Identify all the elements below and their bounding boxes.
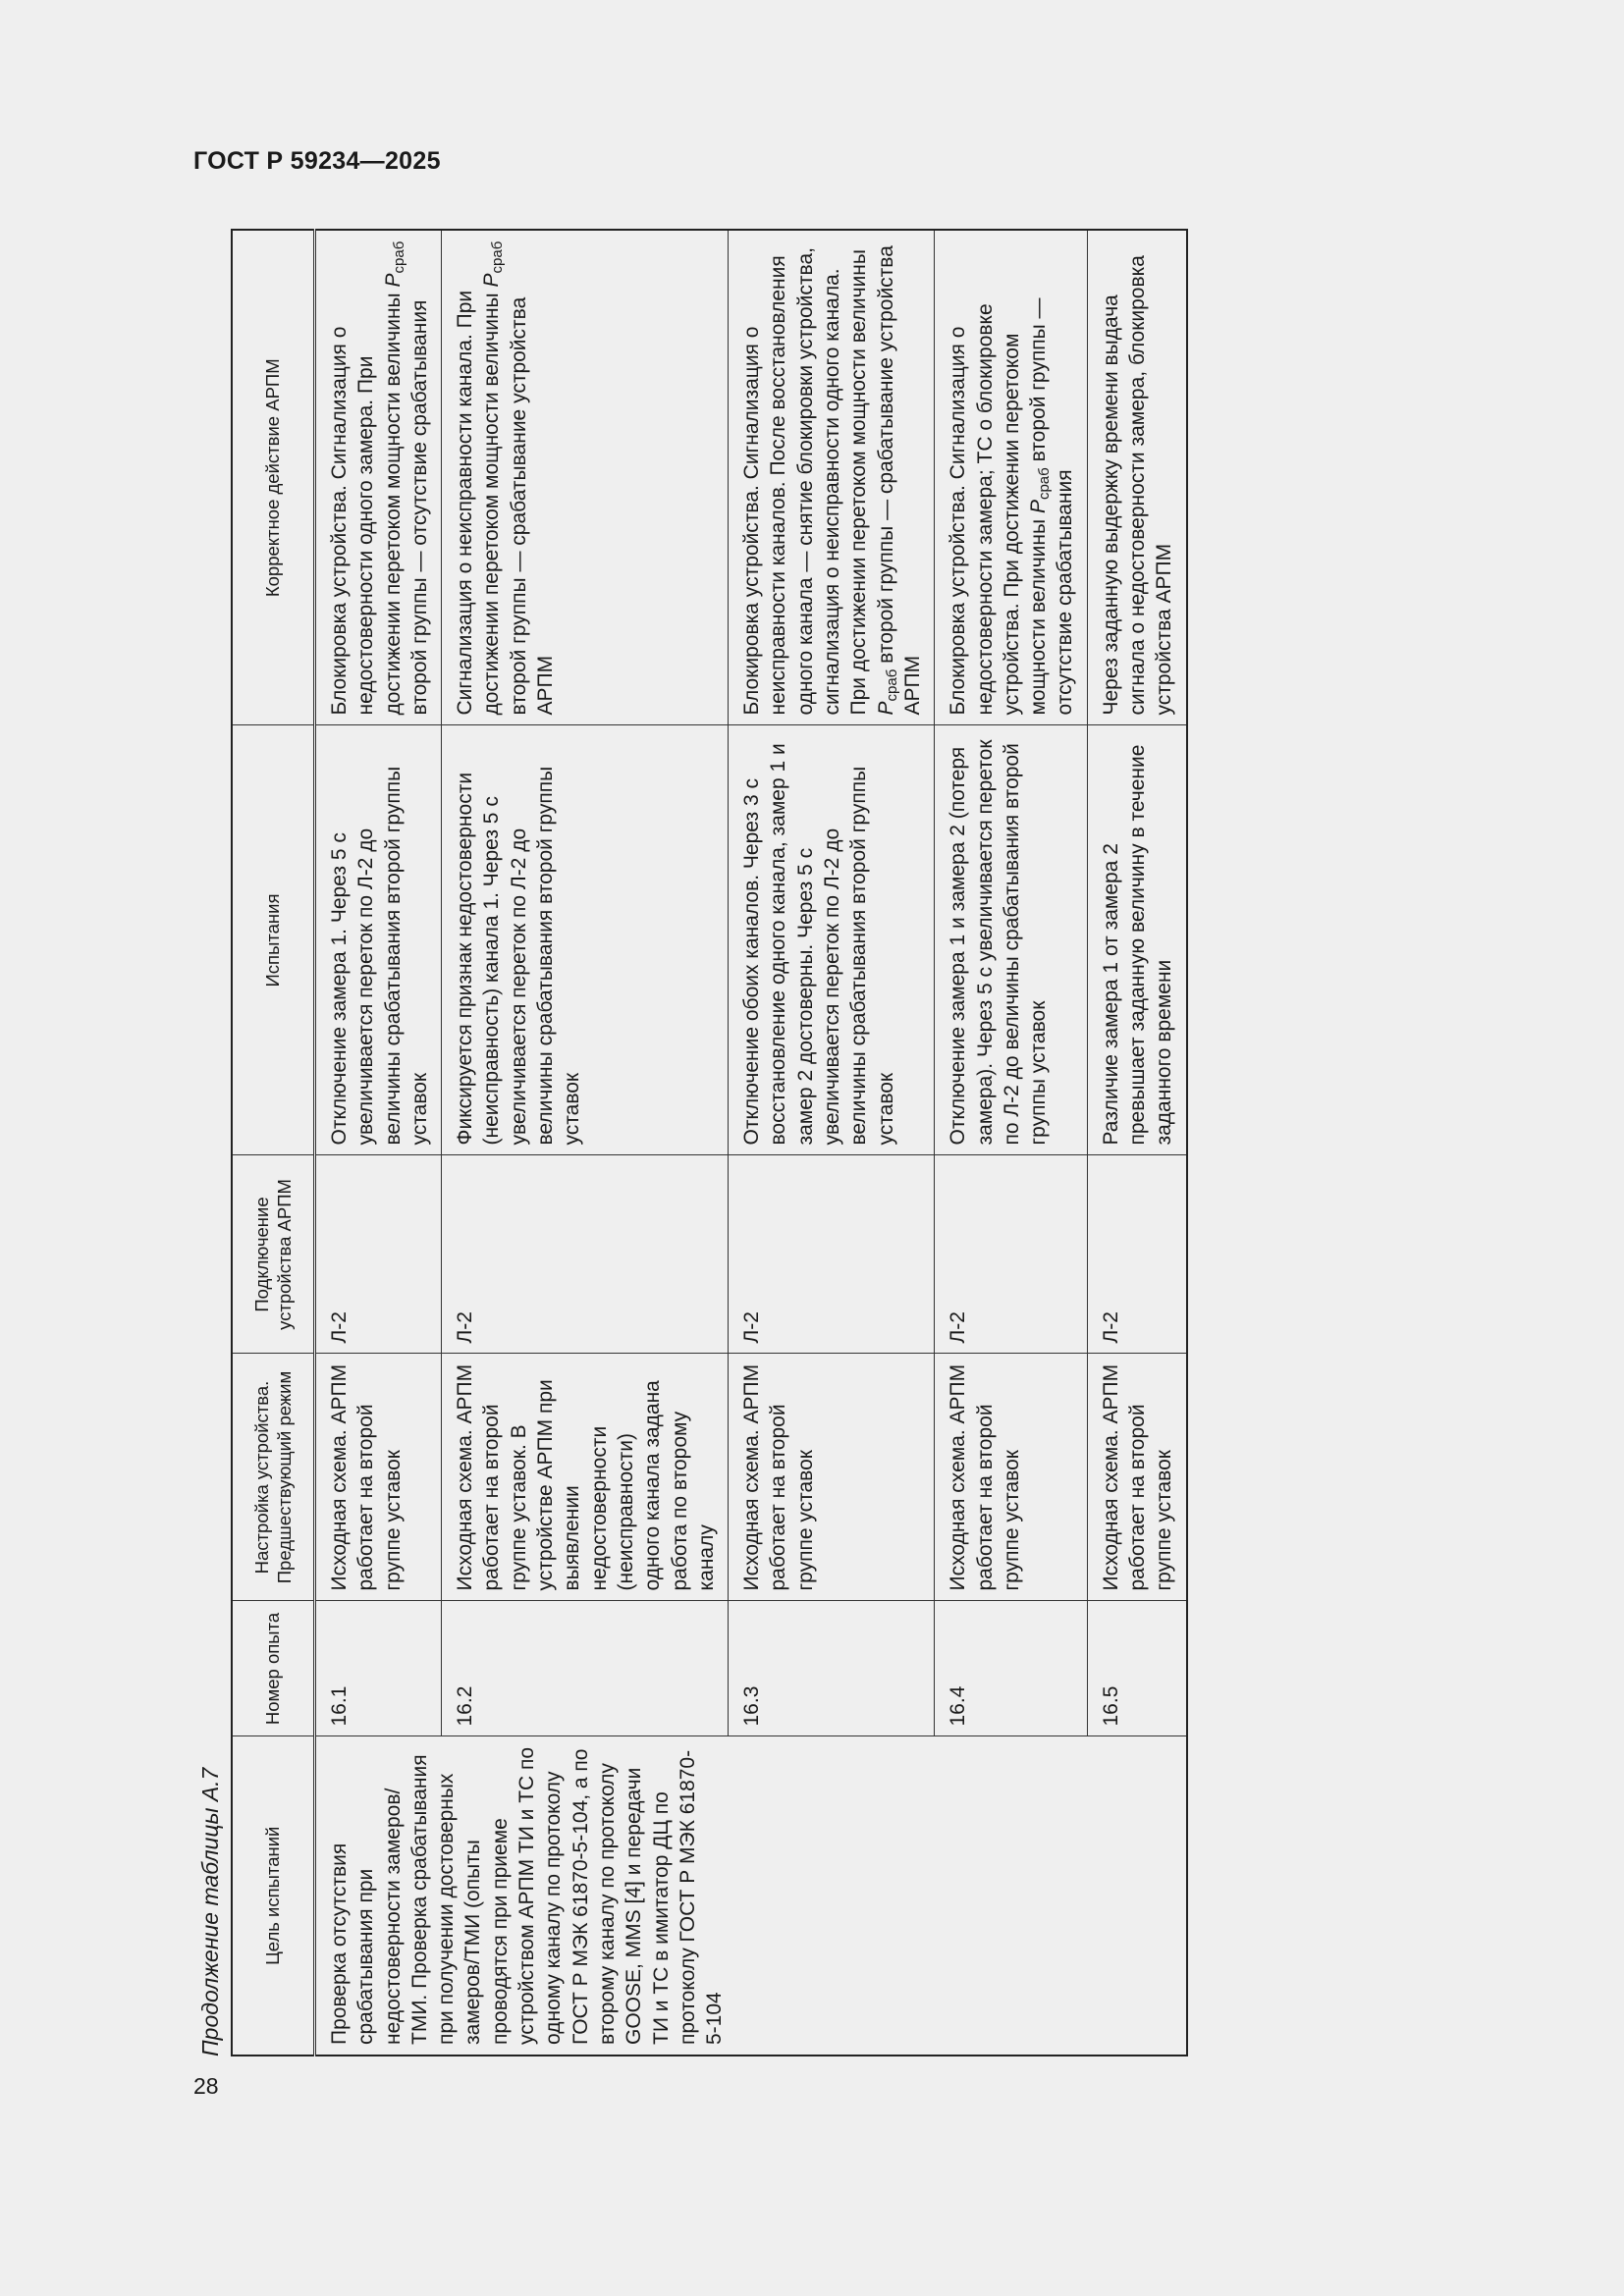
num-cell: 16.3 [729,1601,935,1736]
test-cell: Отключение замера 1 и замера 2 (потеря замера). Через 5 с увеличивается переток по Л-2 до величины срабатывания второй группы уставок [935,725,1087,1155]
col-header-goal: Цель испытаний [232,1736,315,2056]
rotated-table-region [192,231,1420,2056]
test-cell: Отключение замера 1. Через 5 с увеличивается переток по Л-2 до величины срабатывания второй группы уставок [315,725,442,1155]
action-text: Блокировка устройства. Сигнализация о неисправности каналов. После восстановления одного канала — снятие блокировки устройства, сигнализация о неисправности одного канала. При достижении перетоком мощности величины [740,247,871,716]
col-header-test: Испытания [232,725,315,1155]
action-cell [729,230,935,725]
test-cell: Различие замера 1 от замера 2 превышает заданную величину в течение заданного времени [1087,725,1186,1155]
power-symbol: P [480,273,504,288]
power-subscript: сраб [1036,467,1054,501]
goal-cell: Проверка отсутствия срабатывания при недостоверности замеров/ТМИ. Проверка срабатывания при получении достоверных замеров/ТМИ (опыты проводятся при приеме устройством АРПМ ТИ и ТС по одному каналу по протоколу ГОСТ Р МЭК 61870-5-104, а по второму каналу по протоколу GOOSE, MMS [4] и передачи ТИ и ТС в имитатор ДЦ по протоколу ГОСТ Р МЭК 61870-5-104 [315,1736,1187,2056]
test-cell: Отключение обоих каналов. Через 3 с восстановление одного канала, замер 1 и замер 2 достоверны. Через 5 с увеличивается переток по Л-2 до величины срабатывания второй группы уставок [729,725,935,1155]
action-text: Блокировка устройства. Сигнализация о недостоверности одного замера. При достижении перетоком мощности величины [328,293,405,716]
test-table [231,229,1188,2056]
page-number: 28 [193,2073,219,2099]
num-cell: 16.4 [935,1601,1087,1736]
num-cell: 16.2 [442,1601,729,1736]
num-cell: 16.5 [1087,1601,1186,1736]
power-symbol: P [381,273,405,288]
power-subscript: сраб [390,240,407,274]
connection-cell: Л-2 [315,1155,442,1354]
table-row [315,230,442,2056]
setup-cell: Исходная схема. АРПМ работает на второй группе уставок [935,1354,1087,1601]
action-text-end: второй группы — срабатывание устройства АРПМ [507,296,558,716]
document-code: ГОСТ Р 59234—2025 [193,147,441,175]
power-symbol: P [874,701,897,716]
power-subscript: сраб [883,668,900,702]
col-header-connection: Подключение устройства АРПМ [232,1155,315,1354]
col-header-setup: Настройка устройства. Предшествующий режим [232,1354,315,1601]
setup-cell: Исходная схема. АРПМ работает на второй группе уставок. В устройстве АРПМ при выявлении недостоверности (неисправности) одного канала задана работа по второму каналу [442,1354,729,1601]
action-cell: Через заданную выдержку времени выдача сигнала о недостоверности замера, блокировка устройства АРПМ [1087,230,1186,725]
table-header-row [232,230,315,2056]
setup-cell: Исходная схема. АРПМ работает на второй группе уставок [1087,1354,1186,1601]
setup-cell: Исходная схема. АРПМ работает на второй группе уставок [315,1354,442,1601]
col-header-action: Корректное действие АРПМ [232,230,315,725]
setup-cell: Исходная схема. АРПМ работает на второй группе уставок [729,1354,935,1601]
action-cell [442,230,729,725]
power-symbol: P [1027,500,1051,514]
action-text: Сигнализация о неисправности канала. При достижении перетоком мощности величины [454,290,504,716]
connection-cell: Л-2 [935,1155,1087,1354]
action-text-end: второй группы — срабатывание устройства АРПМ [874,245,924,716]
col-header-number: Номер опыта [232,1601,315,1736]
connection-cell: Л-2 [1087,1155,1186,1354]
test-cell: Фиксируется признак недостоверности (неисправность) канала 1. Через 5 с увеличивается переток по Л-2 до величины срабатывания второй группы уставок [442,725,729,1155]
action-text-end: второй группы — отсутствие срабатывания [407,299,431,716]
power-subscript: сраб [489,240,507,274]
action-cell [315,230,442,725]
table-caption: Продолжение таблицы А.7 [197,1767,223,2056]
connection-cell: Л-2 [729,1155,935,1354]
connection-cell: Л-2 [442,1155,729,1354]
action-text: Блокировка устройства. Сигнализация о недостоверности замера; ТС о блокировке устройства. При достижении перетоком мощности величины [947,303,1051,716]
action-text-end: второй группы — отсутствие срабатывания [1027,297,1077,716]
action-cell [935,230,1087,725]
num-cell: 16.1 [315,1601,442,1736]
